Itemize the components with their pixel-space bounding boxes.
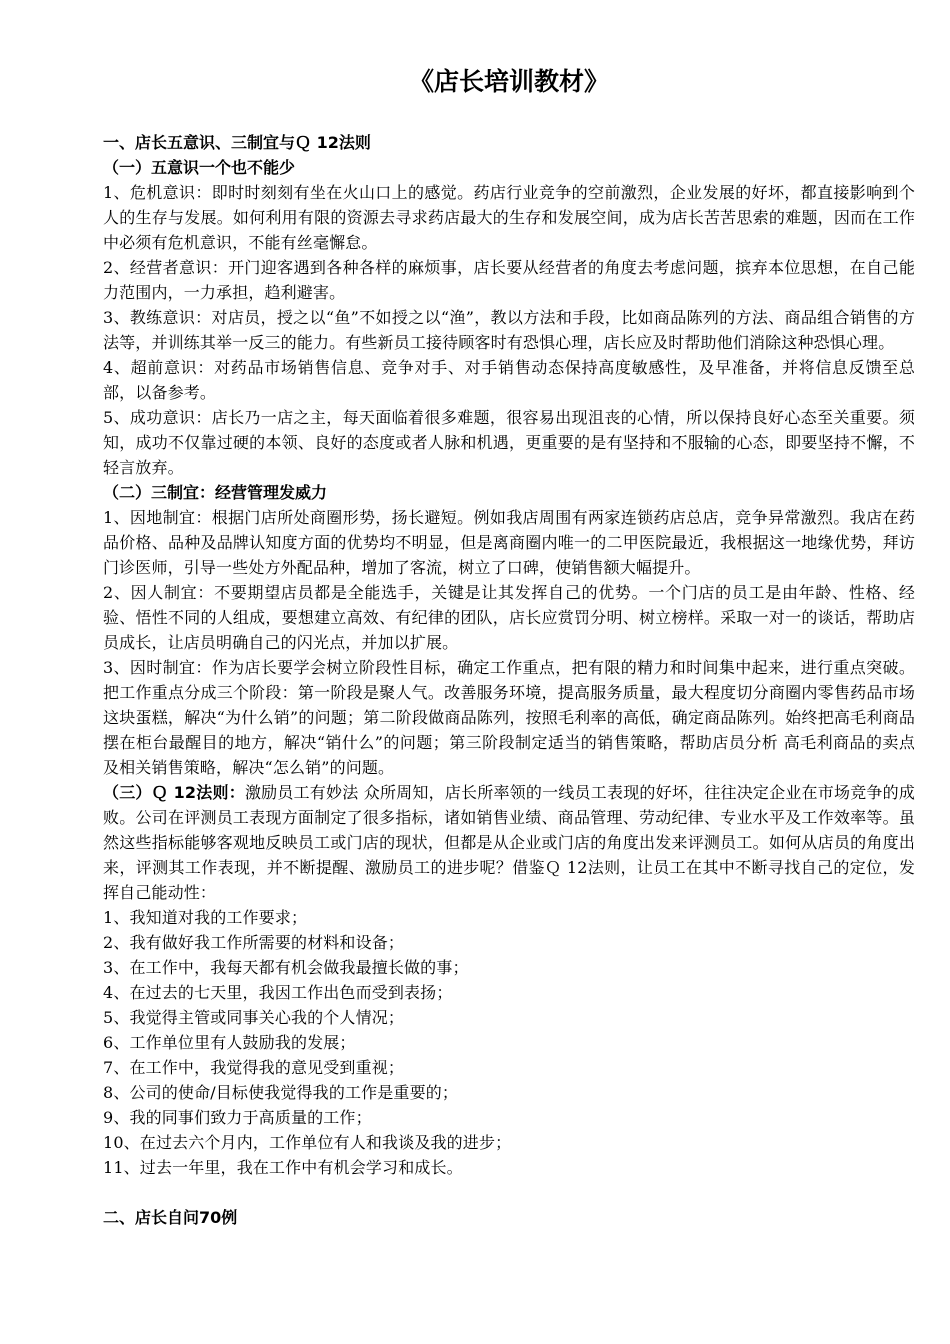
q12-item: 11、过去一年里，我在工作中有机会学习和成长。 bbox=[103, 1158, 463, 1177]
section-1-heading: 一、店长五意识、三制宜与Ｑ 12法则 bbox=[103, 133, 371, 152]
section-2-heading: 二、店长自问70例 bbox=[103, 1208, 238, 1227]
paragraph-people: 2、因人制宜：不要期望店员都是全能选手，关键是让其发挥自己的优势。一个门店的员工是由年龄、性格、经验、悟性不同的人组成，要想建立高效、有纪律的团队，店长应赏罚分明、树立榜样。采取一对一的谈话，帮助店员成长，让店员明确自己的闪光点，并加以扩展。 bbox=[103, 583, 915, 652]
subsection-3-heading: （三）Ｑ 12法则： bbox=[103, 783, 245, 802]
paragraph-time: 3、因时制宜：作为店长要学会树立阶段性目标，确定工作重点，把有限的精力和时间集中起来，进行重点突破。把工作重点分成三个阶段：第一阶段是聚人气。改善服务环境，提高服务质量，最大程度切分商圈内零售药品市场这块蛋糕，解决“为什么销”的问题；第二阶段做商品陈列，按照毛利率的高低，确定商品陈列。始终把高毛利商品摆在柜台最醒目的地方，解决“销什么”的问题；第三阶段制定适当的销售策略，帮助店员分析 高毛利商品的卖点及相关销售策略，解决“怎么销”的问题。 bbox=[103, 658, 915, 777]
paragraph-coach: 3、教练意识：对店员，授之以“鱼”不如授之以“渔”，教以方法和手段，比如商品陈列的方法、商品组合销售的方法等，并训练其举一反三的能力。有些新员工接待顾客时有恐惧心理，店长应及时帮助他们消除这种恐惧心理。 bbox=[103, 308, 915, 352]
q12-item: 10、在过去六个月内，工作单位有人和我谈及我的进步； bbox=[103, 1133, 512, 1152]
q12-item: 3、在工作中，我每天都有机会做我最擅长做的事； bbox=[103, 958, 469, 977]
subsection-2-heading: （二）三制宜：经营管理发威力 bbox=[103, 483, 328, 502]
paragraph-manager: 2、经营者意识：开门迎客遇到各种各样的麻烦事，店长要从经营者的角度去考虑问题，摈弃本位思想，在自己能力范围内，一力承担，趋利避害。 bbox=[103, 258, 915, 302]
q12-item: 1、我知道对我的工作要求； bbox=[103, 908, 308, 927]
q12-item: 9、我的同事们致力于高质量的工作； bbox=[103, 1108, 372, 1127]
q12-item: 5、我觉得主管或同事关心我的个人情况； bbox=[103, 1008, 405, 1027]
q12-item: 8、公司的使命/目标使我觉得我的工作是重要的； bbox=[103, 1083, 459, 1102]
q12-item: 2、我有做好我工作所需要的材料和设备； bbox=[103, 933, 405, 952]
paragraph-place: 1、因地制宜：根据门店所处商圈形势，扬长避短。例如我店周围有两家连锁药店总店，竞争异常激烈。我店在药品价格、品种及品牌认知度方面的优势均不明显，但是离商圈内唯一的二甲医院最近，我根据这一地缘优势，拜访门诊医师，引导一些处方外配品种，增加了客流，树立了口碑，使销售额大幅提升。 bbox=[103, 508, 915, 577]
paragraph-success: 5、成功意识：店长乃一店之主，每天面临着很多难题，很容易出现沮丧的心情，所以保持良好心态至关重要。须知，成功不仅靠过硬的本领、良好的态度或者人脉和机遇，更重要的是有坚持和不服输的心态，即要坚持不懈，不轻言放弃。 bbox=[103, 408, 915, 477]
paragraph-crisis: 1、危机意识：即时时刻刻有坐在火山口上的感觉。药店行业竞争的空前激烈，企业发展的好坏，都直接影响到个人的生存与发展。如何利用有限的资源去寻求药店最大的生存和发展空间，成为店长苦苦思索的难题，因而在工作中必须有危机意识，不能有丝毫懈怠。 bbox=[103, 183, 915, 252]
paragraph-advance: 4、超前意识：对药品市场销售信息、竞争对手、对手销售动态保持高度敏感性，及早准备，并将信息反馈至总部，以备参考。 bbox=[103, 358, 915, 402]
document-title: 《店长培训教材》 bbox=[408, 67, 609, 96]
q12-item: 4、在过去的七天里，我因工作出色而受到表扬； bbox=[103, 983, 453, 1002]
q12-item: 7、在工作中，我觉得我的意见受到重视； bbox=[103, 1058, 405, 1077]
q12-intro-paragraph bbox=[103, 780, 915, 905]
q12-intro-text: 激励员工有妙法 众所周知，店长所率领的一线员工表现的好坏，往往决定企业在市场竞争的成败。公司在评测员工表现方面制定了很多指标，诸如销售业绩、商品管理、劳动纪律、专业水平及工作效率等。虽然这些指标能够客观地反映员工或门店的现状，但都是从企业或门店的角度出发来评测员工。如何从店员的角度出来，评测其工作表现，并不断提醒、激励员工的进步呢？借鉴Ｑ 12法则，让员工在其中不断寻找自己的定位，发挥自己能动性： bbox=[103, 783, 916, 902]
document-page bbox=[103, 60, 915, 1230]
section-gap bbox=[103, 1180, 915, 1205]
subsection-1-heading: （一）五意识一个也不能少 bbox=[103, 158, 296, 177]
title-spacer bbox=[103, 104, 915, 130]
q12-item: 6、工作单位里有人鼓励我的发展； bbox=[103, 1033, 356, 1052]
